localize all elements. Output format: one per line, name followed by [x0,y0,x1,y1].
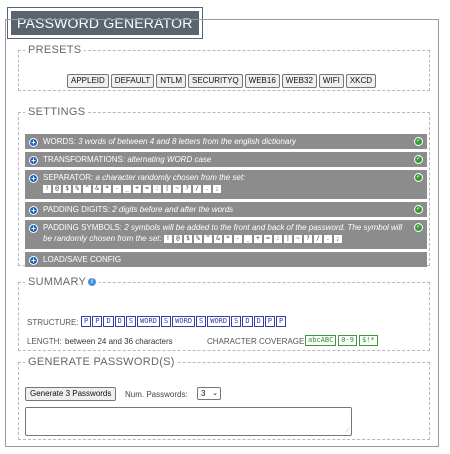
summary-section [18,276,430,351]
app-title: PASSWORD GENERATOR [8,8,202,38]
expand-icon[interactable]: + [29,206,38,215]
expand-icon[interactable]: + [29,156,38,165]
password-output[interactable] [25,407,352,436]
num-passwords-select[interactable] [197,387,221,400]
char-chip: _ [123,185,131,193]
settings-section [18,106,430,266]
setting-transformations[interactable] [25,152,427,167]
expand-icon[interactable]: + [29,224,38,233]
char-chip: | [284,235,292,243]
setting-separator-desc: a character randomly chosen from the set: [95,173,246,182]
structure-token: S [126,316,136,327]
coverage-token: 0-9 [338,335,357,346]
symbol-char-set [164,235,342,243]
char-chip: @ [174,235,182,243]
setting-words-desc: 3 words of between 4 and 8 letters from the english dictionary [78,137,297,146]
setting-padding-symbols-label: PADDING SYMBOLS: [43,223,122,232]
char-chip: @ [53,185,61,193]
char-chip: ^ [83,185,91,193]
coverage-token: abcABC [305,335,336,346]
separator-char-set [43,185,221,193]
char-chip: _ [244,235,252,243]
preset-wifi-button[interactable]: WIFI [319,74,344,88]
char-chip: * [224,235,232,243]
resize-handle-icon[interactable]: ⟋ [345,428,350,434]
info-icon[interactable]: i [88,278,96,286]
num-passwords-value: 3 [201,389,206,398]
char-chip: . [324,235,332,243]
setting-words[interactable] [25,134,427,149]
setting-load-save[interactable] [25,252,427,267]
summary-legend [25,276,99,288]
setting-padding-digits[interactable] [25,202,427,217]
char-chip: % [73,185,81,193]
structure-token: P [276,316,286,327]
setting-words-label: WORDS: [43,137,76,146]
generate-legend: GENERATE PASSWORD(S) [28,356,175,368]
char-chip: ~ [173,185,181,193]
char-chip: | [163,185,171,193]
check-icon: ✓ [415,156,422,162]
presets-row [67,74,376,88]
preset-web32-button[interactable]: WEB32 [282,74,317,88]
char-chip: - [113,185,121,193]
preset-default-button[interactable]: DEFAULT [111,74,154,88]
expand-icon[interactable]: + [29,174,38,183]
char-chip: ? [183,185,191,193]
char-chip: $ [63,185,71,193]
main-panel [5,19,439,447]
preset-appleid-button[interactable]: APPLEID [67,74,109,88]
check-icon: ✓ [415,224,422,230]
preset-web16-button[interactable]: WEB16 [245,74,280,88]
char-chip: : [153,185,161,193]
structure-token: WORD [207,316,230,327]
preset-securityq-button[interactable]: SECURITYQ [188,74,243,88]
char-chip: ^ [204,235,212,243]
structure-token: D [242,316,252,327]
check-icon: ✓ [415,138,422,144]
setting-separator-label: SEPARATOR: [43,173,94,182]
setting-separator[interactable] [25,170,427,199]
char-chip: ! [43,185,51,193]
setting-transformations-desc: alternating WORD case [127,155,212,164]
char-chip: % [194,235,202,243]
expand-icon[interactable]: + [29,138,38,147]
structure-token: WORD [172,316,195,327]
char-chip: $ [184,235,192,243]
structure-token: D [103,316,113,327]
generate-section [18,356,430,440]
setting-padding-symbols-desc: 2 symbols will be added to the front and back of the password. The symbol will be randomly chosen from the set: [43,223,403,243]
summary-legend-text: SUMMARY [28,276,87,288]
chevron-down-icon: ⌄ [212,390,218,397]
char-chip: ? [304,235,312,243]
char-chip: = [143,185,151,193]
expand-icon[interactable]: + [29,256,38,265]
generate-button[interactable]: Generate 3 Passwords [25,387,116,401]
check-icon: ✓ [415,174,422,180]
char-chip: ; [213,185,221,193]
length-label: LENGTH: [27,337,62,346]
settings-legend: SETTINGS [28,106,86,118]
num-passwords-label: Num. Passwords: [125,390,188,399]
char-chip: + [133,185,141,193]
setting-padding-symbols[interactable] [25,220,427,249]
structure-token: D [115,316,125,327]
char-chip: ~ [294,235,302,243]
char-chip: / [193,185,201,193]
coverage-tokens [305,335,378,346]
structure-token: S [196,316,206,327]
char-chip: - [234,235,242,243]
structure-tokens [81,316,286,327]
structure-token: P [92,316,102,327]
char-chip: . [203,185,211,193]
char-chip: & [93,185,101,193]
preset-xkcd-button[interactable]: XKCD [346,74,376,88]
setting-padding-digits-desc: 2 digits before and after the words [112,205,234,214]
preset-ntlm-button[interactable]: NTLM [156,74,186,88]
char-chip: * [103,185,111,193]
structure-token: WORD [137,316,160,327]
structure-token: S [161,316,171,327]
char-chip: = [264,235,272,243]
char-chip: ; [334,235,342,243]
char-chip: + [254,235,262,243]
structure-token: P [265,316,275,327]
setting-transformations-label: TRANSFORMATIONS: [43,155,126,164]
structure-label: STRUCTURE: [27,318,79,327]
setting-load-save-label: LOAD/SAVE CONFIG [43,255,122,264]
presets-legend: PRESETS [28,44,82,56]
coverage-label: CHARACTER COVERAGE: [207,337,307,346]
char-chip: / [314,235,322,243]
setting-padding-digits-label: PADDING DIGITS: [43,205,110,214]
char-chip: : [274,235,282,243]
coverage-token: $!* [359,335,378,346]
structure-token: D [254,316,264,327]
structure-token: P [81,316,91,327]
char-chip: ! [164,235,172,243]
char-chip: & [214,235,222,243]
length-value: between 24 and 36 characters [65,337,173,346]
structure-token: S [231,316,241,327]
presets-section [18,44,430,91]
check-icon: ✓ [415,206,422,212]
